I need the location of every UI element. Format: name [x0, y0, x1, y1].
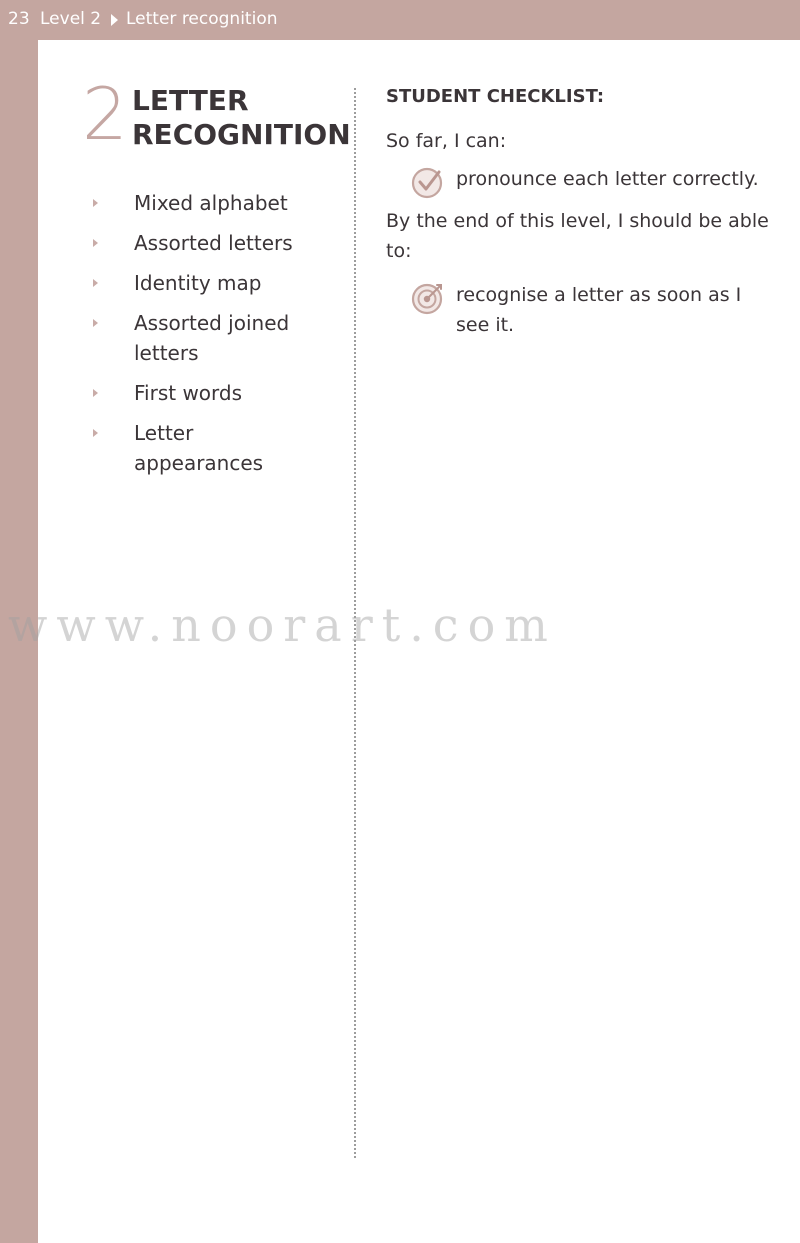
section-title [132, 84, 352, 152]
section-title-line-2: RECOGNITION [132, 118, 351, 151]
topic-label: First words [134, 381, 243, 405]
topic-item [88, 308, 314, 368]
bullet-arrow-icon [93, 239, 98, 247]
topic-item [88, 188, 328, 218]
student-checklist [386, 84, 771, 340]
topic-label: Identity map [134, 271, 262, 295]
watermark: www.noorart.com [8, 598, 557, 652]
so-far-item [386, 164, 771, 194]
so-far-intro: So far, I can: [386, 130, 507, 152]
topic-item [88, 268, 328, 298]
bullet-arrow-icon [93, 199, 98, 207]
topic-item [88, 418, 328, 478]
goal-intro: By the end of this level, I should be able to: [386, 210, 769, 262]
topic-label: Assorted joined letters [134, 311, 290, 365]
section-title-line-1: LETTER [132, 84, 249, 117]
checklist-title: STUDENT CHECKLIST: [386, 86, 605, 107]
bullet-arrow-icon [93, 429, 98, 437]
target-icon [410, 280, 446, 316]
goal-item-text: recognise a letter as soon as I see it. [456, 284, 742, 336]
column-divider [354, 88, 356, 1158]
topic-item [88, 378, 328, 408]
topic-list [88, 188, 328, 488]
topic-label: Mixed alphabet [134, 191, 288, 215]
level-label: Level 2 [40, 9, 102, 29]
topic-label: Assorted letters [134, 231, 293, 255]
page-sheet [38, 40, 800, 1243]
topic-item [88, 228, 328, 258]
check-circle-icon [410, 164, 446, 200]
bullet-arrow-icon [93, 279, 98, 287]
bullet-arrow-icon [93, 389, 98, 397]
running-header [0, 0, 800, 40]
section-number: 2 [82, 72, 128, 156]
bullet-arrow-icon [93, 319, 98, 327]
breadcrumb-arrow-icon [111, 14, 118, 26]
page-number: 23 [8, 9, 30, 29]
topic-label: Letter appearances [134, 421, 264, 475]
goal-item [386, 280, 766, 340]
breadcrumb-section: Letter recognition [126, 9, 278, 29]
so-far-item-text: pronounce each letter correctly. [456, 168, 759, 190]
